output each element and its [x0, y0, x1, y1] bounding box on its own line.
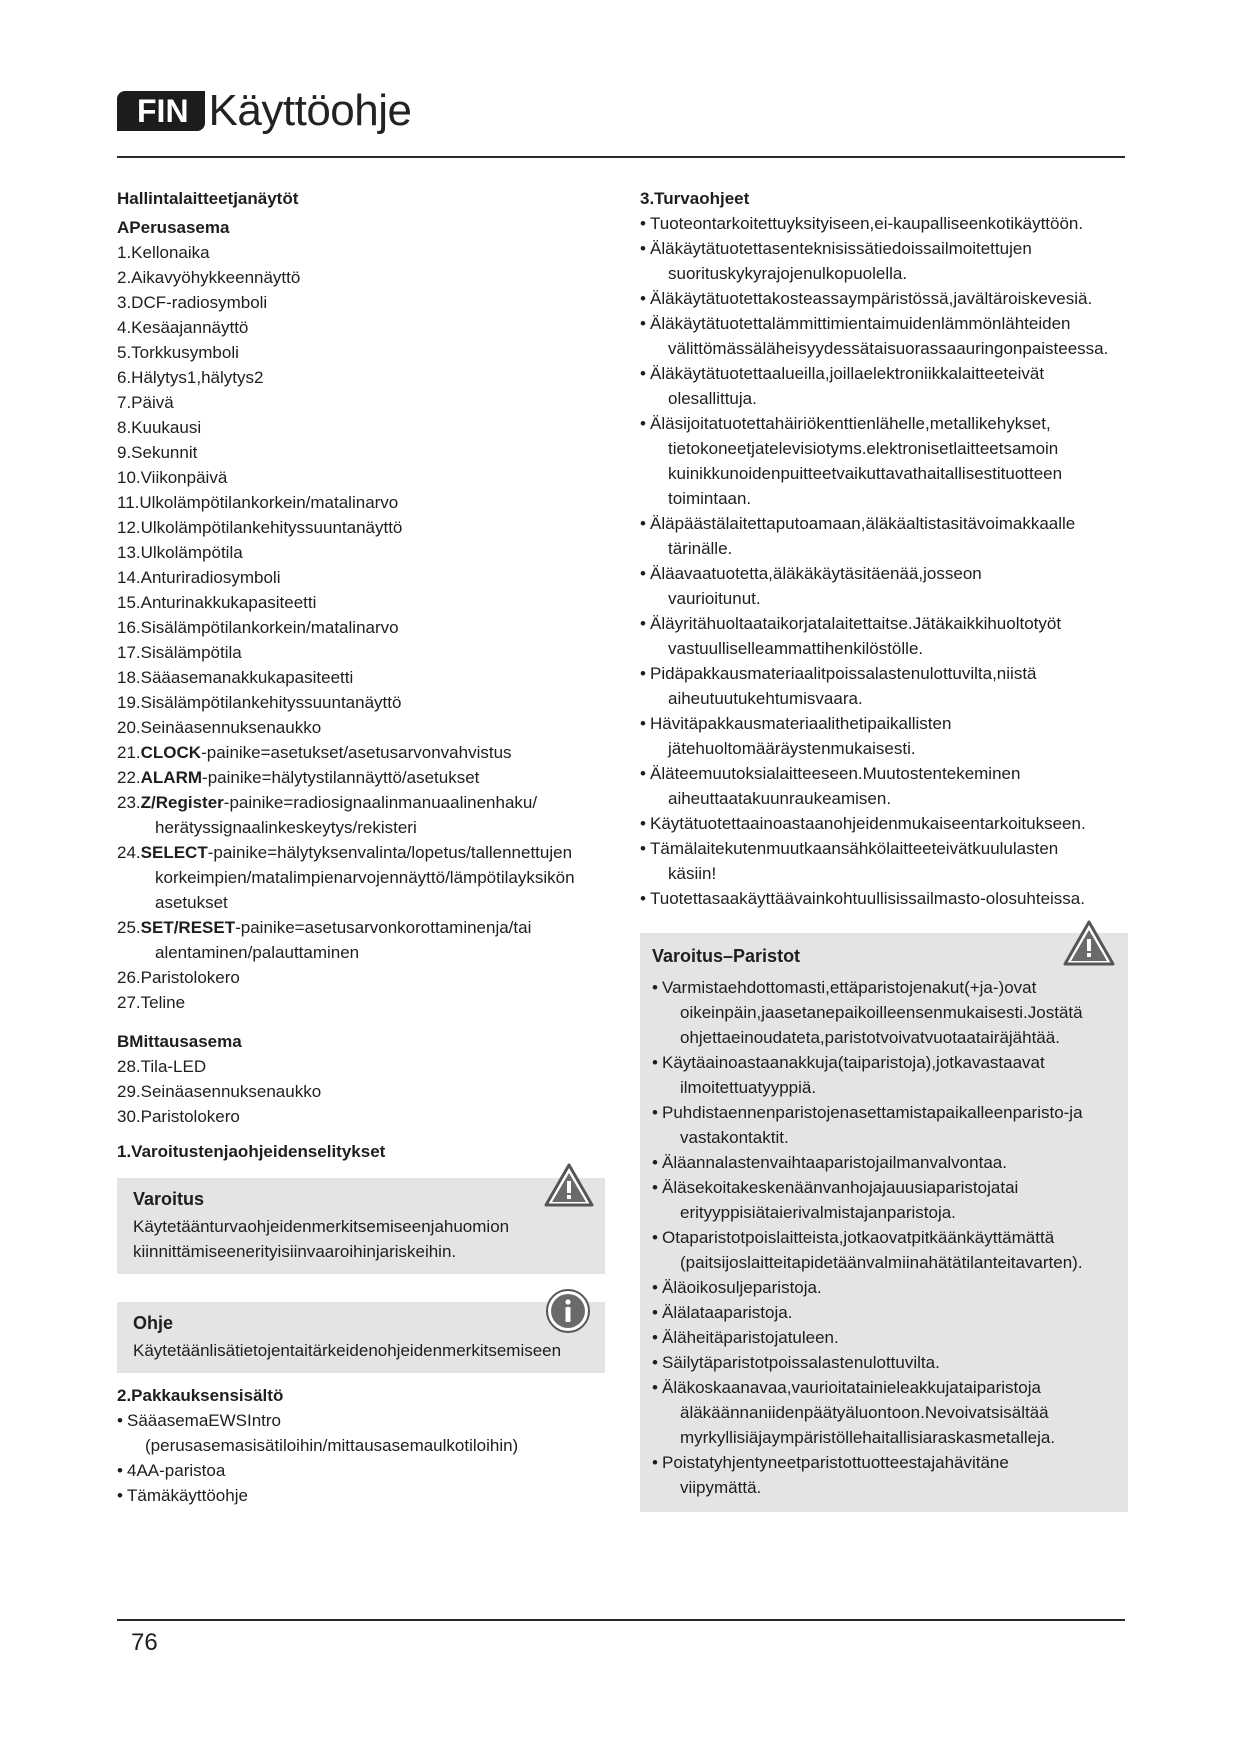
- header-rule: [117, 156, 1125, 158]
- button-item-select: 24.SELECT-painike=hälytyksenvalinta/lopetus/tallennettujen korkeimpien/matalimpienarvojennäyttö/lämpötilayksikön asetukset: [117, 843, 575, 912]
- list-item: 9.Sekunnit: [117, 443, 198, 462]
- info-box: [117, 1302, 605, 1373]
- battery-warning-list: [652, 975, 1116, 1500]
- list-item: • Hävitäpakkausmateriaalithetipaikallisten jätehuoltomääräystenmukaisesti.: [640, 711, 1130, 761]
- controls-section-title: Hallintalaitteetjanäytöt: [117, 189, 299, 208]
- list-item: 17.Sisälämpötila: [117, 643, 242, 662]
- right-column: [640, 186, 1130, 1512]
- list-item: 29.Seinäasennuksenaukko: [117, 1082, 322, 1101]
- list-item: 2.Aikavyöhykkeennäyttö: [117, 268, 301, 287]
- list-item: • Pidäpakkausmateriaalitpoissalastenulottuvilta,niistä aiheutuutukehtumisvaara.: [640, 661, 1130, 711]
- list-item: • Äläsijoitatuotettahäiriökenttienlähelle,metallikehykset, tietokoneetjatelevisiotyms.elektronisetlaitteetsamoin kuinikkunoidenpuitteetvaikuttavathaitallisestituotteen toimintaan.: [640, 411, 1130, 511]
- list-item: 1.Kellonaika: [117, 243, 210, 262]
- list-item: 3.DCF-radiosymboli: [117, 293, 268, 312]
- contents-list: [117, 1408, 617, 1508]
- list-item: • Tuoteontarkoitettuyksityiseen,ei-kaupalliseenkotikäyttöön.: [640, 211, 1130, 236]
- list-item: 6.Hälytys1,hälytys2: [117, 368, 264, 387]
- list-item: • Säilytäparistotpoissalastenulottuvilta.: [652, 1350, 1116, 1375]
- list-item: • SääasemaEWSIntro (perusasemasisätiloihin/mittausasemaulkotiloihin): [117, 1408, 617, 1458]
- warning-triangle-icon: [1062, 919, 1116, 967]
- footer-rule: [117, 1619, 1125, 1621]
- left-column: [117, 186, 617, 1508]
- list-item: • Tämäkäyttöohje: [117, 1483, 617, 1508]
- page-number: 76: [131, 1629, 158, 1656]
- button-item-alarm: 22.ALARM-painike=hälytystilannäyttö/asetukset: [117, 768, 480, 787]
- list-item: 12.Ulkolämpötilankehityssuuntanäyttö: [117, 518, 403, 537]
- list-item: • Tämälaitekutenmuutkaansähkölaitteeteivätkuululasten käsiin!: [640, 836, 1130, 886]
- base-station-list: [117, 240, 617, 1015]
- info-icon: [545, 1288, 591, 1334]
- warning-triangle-icon: [543, 1162, 595, 1208]
- list-item: 5.Torkkusymboli: [117, 343, 239, 362]
- list-item: 10.Viikonpäivä: [117, 468, 228, 487]
- list-item: • Äläkäytätuotettakosteassaympäristössä,javältäroiskevesiä.: [640, 286, 1130, 311]
- list-item: • Äläkäytätuotettaalueilla,joillaelektroniikkalaitteeteivät olesallittuja.: [640, 361, 1130, 411]
- list-item: 7.Päivä: [117, 393, 174, 412]
- page-header: [117, 86, 411, 136]
- list-item: 14.Anturiradiosymboli: [117, 568, 281, 587]
- list-item: • Älälataaparistoja.: [652, 1300, 1116, 1325]
- sensor-title: BMittausasema: [117, 1032, 242, 1051]
- list-item: • Puhdistaennenparistojenasettamistapaikalleenparisto-ja vastakontaktit.: [652, 1100, 1116, 1150]
- list-item: 20.Seinäasennuksenaukko: [117, 718, 322, 737]
- base-station-title: APerusasema: [117, 218, 230, 237]
- warning-text: Käytetäänturvaohjeidenmerkitsemiseenjahuomion kiinnittämiseenerityisiinvaaroihinjariskeihin.: [133, 1217, 510, 1261]
- list-item: • Äläannalastenvaihtaaparistojailmanvalvontaa.: [652, 1150, 1116, 1175]
- list-item: • Äläpäästälaitettaputoamaan,äläkäaltistasitävoimakkaalle tärinälle.: [640, 511, 1130, 561]
- list-item: 13.Ulkolämpötila: [117, 543, 243, 562]
- info-title: Ohje: [133, 1313, 174, 1333]
- list-item: 27.Teline: [117, 993, 186, 1012]
- list-item: • Äläavaatuotetta,äläkäkäytäsitäenää,josseon vaurioitunut.: [640, 561, 1130, 611]
- warning-title: Varoitus: [133, 1189, 205, 1209]
- list-item: • Otaparistotpoislaitteista,jotkaovatpitkäänkäyttämättä (paitsijoslaitteitapidetäänvalmiinahätätilanteitavarten).: [652, 1225, 1116, 1275]
- list-item: • Äläoikosuljeparistoja.: [652, 1275, 1116, 1300]
- list-item: 15.Anturinakkukapasiteetti: [117, 593, 317, 612]
- list-item: 11.Ulkolämpötilankorkein/matalinarvo: [117, 493, 399, 512]
- safety-list: [640, 211, 1130, 911]
- list-item: • Äläkäytätuotettasenteknisissätiedoissailmoitettujen suorituskykyrajojenulkopuolella.: [640, 236, 1130, 286]
- list-item: 19.Sisälämpötilankehityssuuntanäyttö: [117, 693, 402, 712]
- list-item: • Käytätuotettaainoastaanohjeidenmukaiseentarkoitukseen.: [640, 811, 1130, 836]
- list-item: • Äläkäytätuotettalämmittimientaimuidenlämmönlähteiden välittömässäläheisyydessätaisuorassaauringonpaisteessa.: [640, 311, 1130, 361]
- list-item: 8.Kuukausi: [117, 418, 202, 437]
- sensor-list: [117, 1054, 617, 1129]
- list-item: 28.Tila-LED: [117, 1057, 207, 1076]
- list-item: • 4AA-paristoa: [117, 1458, 617, 1483]
- contents-title: 2.Pakkauksensisältö: [117, 1386, 284, 1405]
- explanations-title: 1.Varoitustenjaohjeidenselitykset: [117, 1142, 386, 1161]
- list-item: • Äläyritähuoltaataikorjatalaitettaitse.Jätäkaikkihuoltotyöt vastuulliselleammattihenkilöstölle.: [640, 611, 1130, 661]
- list-item: • Poistatyhjentyneetparistottuotteestajahävitäne viipymättä.: [652, 1450, 1116, 1500]
- list-item: • Tuotettasaakäyttäävainkohtuullisissailmasto-olosuhteissa.: [640, 886, 1130, 911]
- battery-warning-box: [640, 933, 1128, 1512]
- list-item: • Äläheitäparistojatuleen.: [652, 1325, 1116, 1350]
- list-item: 30.Paristolokero: [117, 1107, 240, 1126]
- list-item: 26.Paristolokero: [117, 968, 240, 987]
- list-item: 16.Sisälämpötilankorkein/matalinarvo: [117, 618, 399, 637]
- button-item-z-register: 23.Z/Register-painike=radiosignaalinmanuaalinenhaku/ herätyssignaalinkeskeytys/rekisteri: [117, 793, 538, 837]
- warning-box: [117, 1178, 605, 1274]
- language-badge: FIN: [117, 91, 205, 131]
- list-item: 4.Kesäajannäyttö: [117, 318, 249, 337]
- battery-warning-title: Varoitus–Paristot: [652, 946, 801, 966]
- list-item: • Käytäainoastaanakkuja(taiparistoja),jotkavastaavat ilmoitettuatyyppiä.: [652, 1050, 1116, 1100]
- safety-title: 3.Turvaohjeet: [640, 189, 750, 208]
- list-item: • Äläteemuutoksialaitteeseen.Muutostentekeminen aiheuttaatakuunraukeamisen.: [640, 761, 1130, 811]
- list-item: 18.Sääasemanakkukapasiteetti: [117, 668, 354, 687]
- button-item-set-reset: 25.SET/RESET-painike=asetusarvonkorottaminenja/tai alentaminen/palauttaminen: [117, 918, 532, 962]
- button-item-clock: 21.CLOCK-painike=asetukset/asetusarvonvahvistus: [117, 743, 512, 762]
- info-text: Käytetäänlisätietojentaitärkeidenohjeidenmerkitsemiseen: [133, 1341, 562, 1360]
- list-item: • Varmistaehdottomasti,ettäparistojenakut(+ja-)ovat oikeinpäin,jaasetanepaikoilleensenmukaisesti.Jostätä ohjettaeinoudateta,paristotvoivatvuotaatairäjähtää.: [652, 975, 1116, 1050]
- document-title: Käyttöohje: [208, 86, 412, 135]
- list-item: • Äläkoskaanavaa,vaurioitatainieleakkujataiparistoja äläkäännaniidenpäätyäluontoon.Nevoivatsisältää myrkyllisiäjaympäristöllehaitallisiaraskasmetalleja.: [652, 1375, 1116, 1450]
- list-item: • Äläsekoitakeskenäänvanhojajauusiaparistojatai erityyppisiätaierivalmistajanparistoja.: [652, 1175, 1116, 1225]
